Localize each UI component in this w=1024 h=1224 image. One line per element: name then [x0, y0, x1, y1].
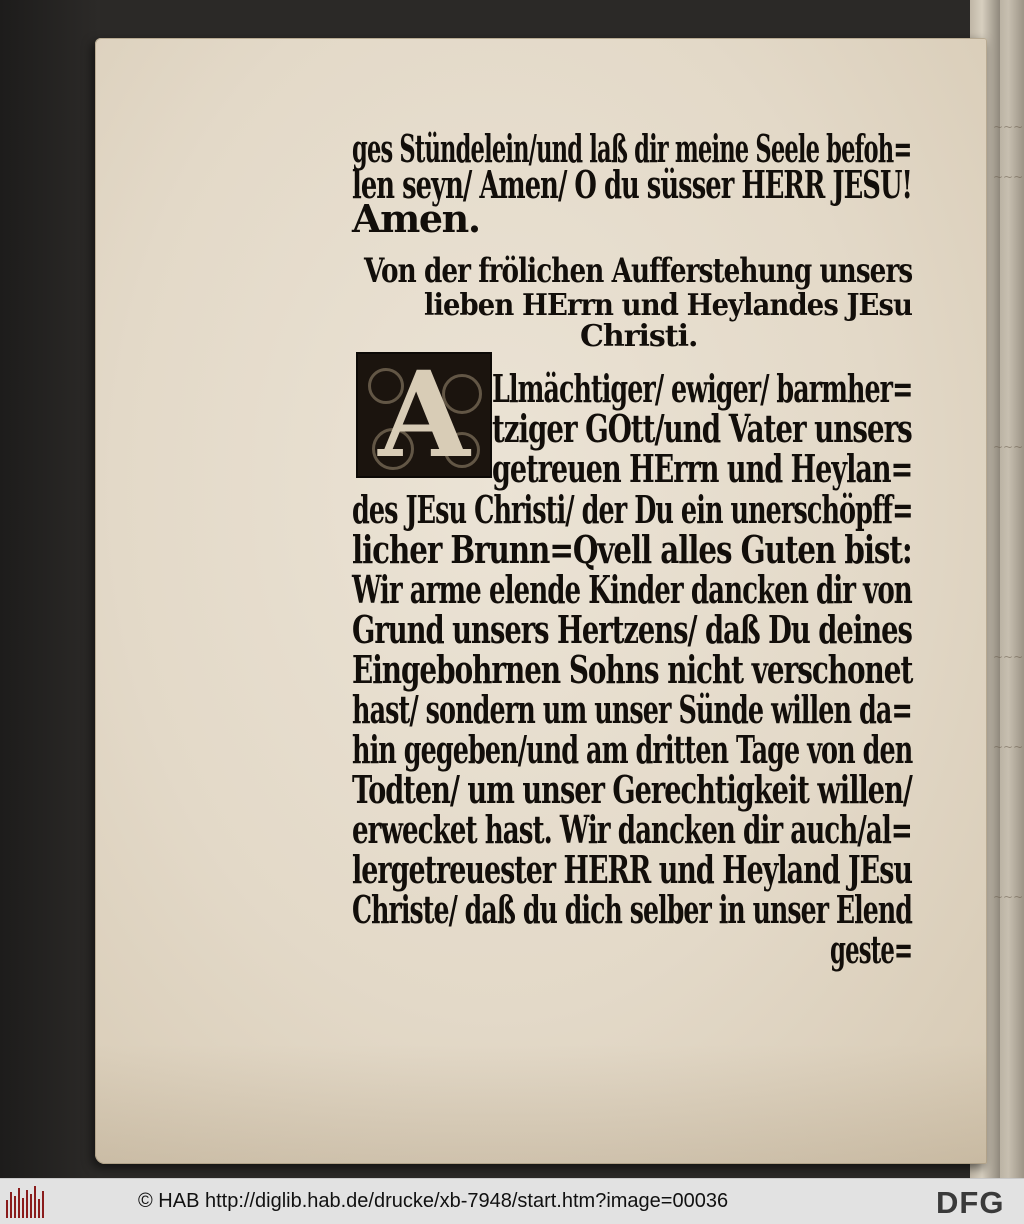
text-line: hin gegeben/und am dritten Tage von den	[352, 727, 913, 772]
text-line: Todten/ um unser Gerechtigkeit willen/	[352, 767, 912, 812]
section-heading: Christi.	[580, 319, 698, 354]
adjacent-page-ghost-text: ~~~	[993, 650, 1024, 664]
footer-bar	[0, 1178, 1024, 1224]
dfg-logo[interactable]: DFG	[936, 1185, 1005, 1220]
adjacent-page-ghost-text: ~~~	[993, 890, 1024, 904]
text-line: erwecket hast. Wir dancken dir auch/al=	[352, 807, 912, 852]
text-line: Christe/ daß du dich selber in unser Elend	[352, 887, 912, 932]
text-line: len seyn/ Amen/ O du süsser HERR JESU!	[352, 162, 912, 207]
text-line: des JEsu Christi/ der Du ein unerschöpff=	[352, 487, 913, 532]
adjacent-page-ghost-text: ~~~	[993, 440, 1024, 454]
section-heading: lieben HErrn und Heylandes JEsu	[424, 288, 913, 323]
library-logo-icon[interactable]	[6, 1186, 46, 1218]
text-line: Amen.	[352, 196, 480, 241]
text-line: licher Brunn=Qvell alles Guten bist:	[352, 527, 912, 572]
text-line: lergetreuester HERR und Heyland JEsu	[352, 847, 912, 892]
text-line: Eingebohrnen Sohns nicht verschonet	[352, 647, 913, 692]
adjacent-page-ghost-text: ~~~	[993, 740, 1024, 754]
adjacent-page-ghost-text: ~~~	[993, 120, 1024, 134]
text-line: Wir arme elende Kinder dancken dir von	[352, 567, 912, 612]
citation-link[interactable]: © HAB http://diglib.hab.de/drucke/xb-7948/start.htm?image=00036	[138, 1190, 729, 1212]
text-line: Llmächtiger/ ewiger/ barmher=	[492, 366, 913, 411]
background-left	[0, 0, 100, 1178]
initial-letter: A	[378, 345, 470, 484]
text-line: hast/ sondern um unser Sünde willen da=	[352, 687, 912, 732]
section-heading: Von der frölichen Aufferstehung unsers	[364, 251, 913, 291]
decorated-initial	[356, 345, 492, 484]
adjacent-page-ghost-text: ~~~	[993, 170, 1024, 184]
catchword: geste=	[830, 927, 913, 972]
text-line: getreuen HErrn und Heylan=	[492, 446, 913, 491]
text-line: Grund unsers Hertzens/ daß Du deines	[352, 607, 912, 652]
text-line: ges Stündelein/und laß dir meine Seele befoh=	[352, 126, 912, 171]
text-line: tziger GOtt/und Vater unsers	[492, 406, 912, 451]
